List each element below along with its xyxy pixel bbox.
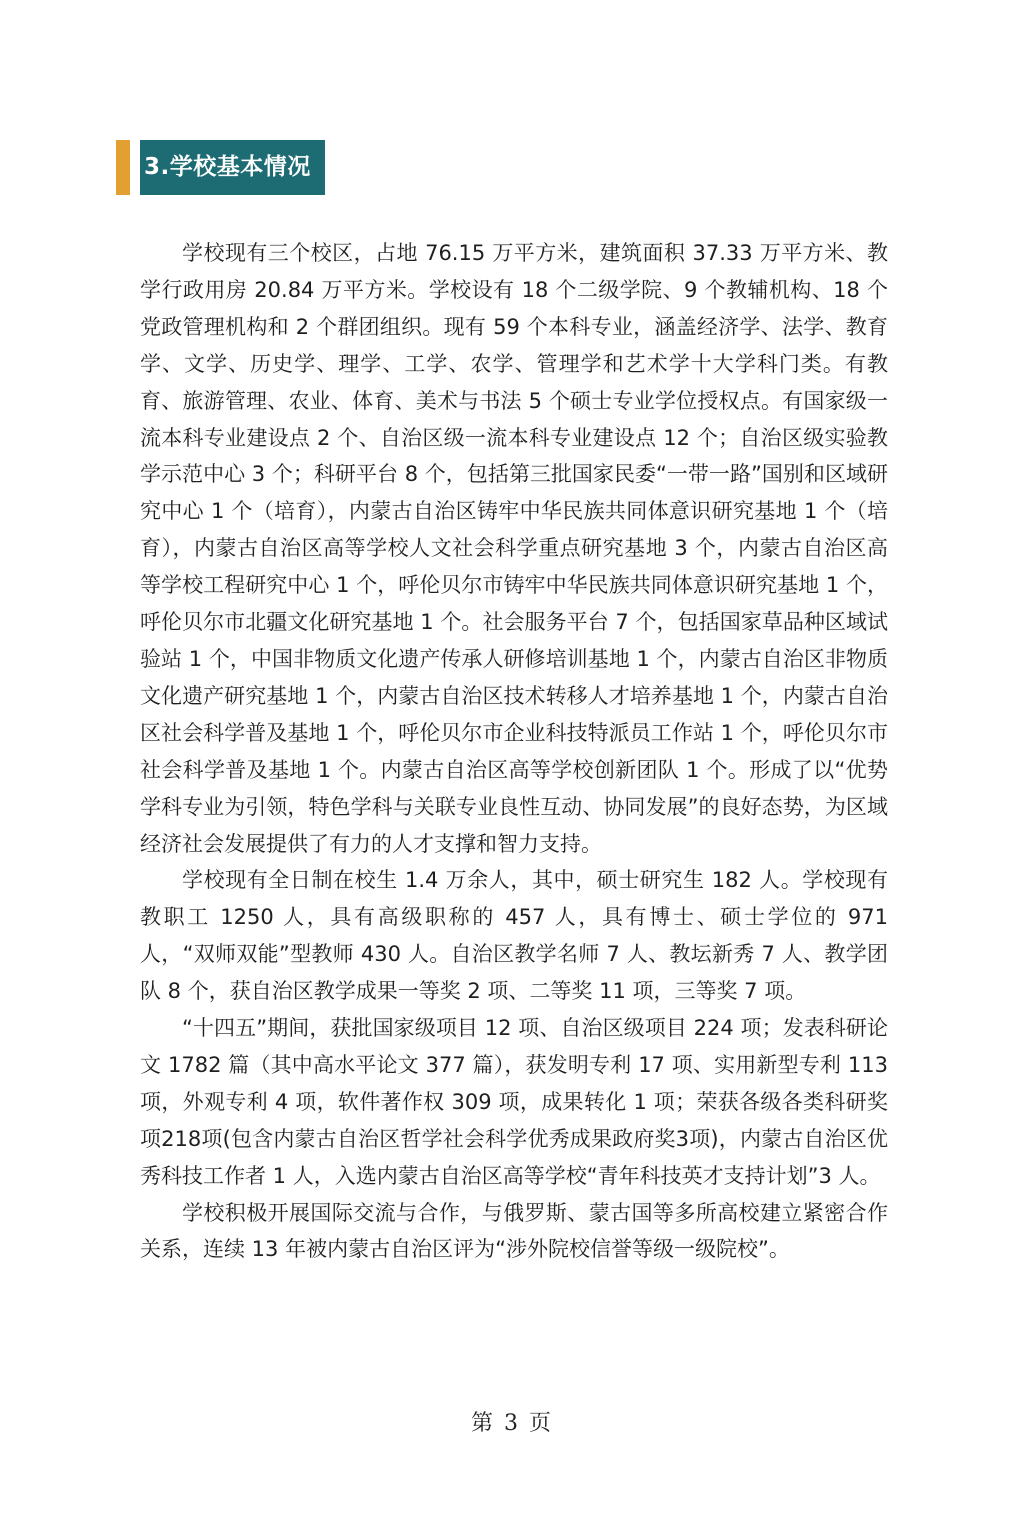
paragraph-students-staff: 学校现有全日制在校生 1.4 万余人，其中，硕士研究生 182 人。学校现有教职工 1250 人，具有高级职称的 457 人，具有博士、硕士学位的 971 人，“双师双能”型教师 430 人。自治区教学名师 7 人、教坛新秀 7 人、教学团队 8 个，获自治区教学成果一等奖 2 项、二等奖 11 项，三等奖 7 项。 [140, 868, 888, 1004]
section-title: 3.学校基本情况 [140, 140, 325, 195]
section-heading [116, 140, 325, 195]
paragraph-campus-overview: 学校现有三个校区，占地 76.15 万平方米，建筑面积 37.33 万平方米、教学行政用房 20.84 万平方米。学校设有 18 个二级学院、9 个教辅机构、18 个党政管理机构和 2 个群团组织。现有 59 个本科专业，涵盖经济学、法学、教育学、文学、历史学、理学、工学、农学、管理学和艺术学十大学科门类。有教育、旅游管理、农业、体育、美术与书法 5 个硕士专业学位授权点。有国家级一流本科专业建设点 2 个、自治区级一流本科专业建设点 12 个；自治区级实验教学示范中心 3 个；科研平台 8 个，包括第三批国家民委“一带一路”国别和区域研究中心 1 个（培育），内蒙古自治区铸牢中华民族共同体意识研究基地 1 个（培育），内蒙古自治区高等学校人文社会科学重点研究基地 3 个，内蒙古自治区高等学校工程研究中心 1 个，呼伦贝尔市铸牢中华民族共同体意识研究基地 1 个，呼伦贝尔市北疆文化研究基地 1 个。社会服务平台 7 个，包括国家草品种区域试验站 1 个，中国非物质文化遗产传承人研修培训基地 1 个，内蒙古自治区非物质文化遗产研究基地 1 个，内蒙古自治区技术转移人才培养基地 1 个，内蒙古自治区社会科学普及基地 1 个，呼伦贝尔市企业科技特派员工作站 1 个，呼伦贝尔市社会科学普及基地 1 个。内蒙古自治区高等学校创新团队 1 个。形成了以“优势学科专业为引领，特色学科与关联专业良性互动、协同发展”的良好态势，为区域经济社会发展提供了有力的人才支撑和智力支持。 [140, 241, 888, 856]
heading-accent-bar [116, 140, 130, 195]
paragraph-international-cooperation: 学校积极开展国际交流与合作，与俄罗斯、蒙古国等多所高校建立紧密合作关系，连续 13 年被内蒙古自治区评为“涉外院校信誉等级一级院校”。 [140, 1200, 888, 1262]
body-text [140, 235, 888, 1268]
page-number: 第 3 页 [471, 1411, 553, 1436]
paragraph-research-output: “十四五”期间，获批国家级项目 12 项、自治区级项目 224 项；发表科研论文 1782 篇（其中高水平论文 377 篇），获发明专利 17 项、实用新型专利 113 项，外观专利 4 项，软件著作权 309 项，成果转化 1 项；荣获各级各类科研奖项218项(包含内蒙古自治区哲学社会科学优秀成果政府奖3项)，内蒙古自治区优秀科技工作者 1 人，入选内蒙古自治区高等学校“青年科技英才支持计划”3 人。 [140, 1016, 888, 1188]
